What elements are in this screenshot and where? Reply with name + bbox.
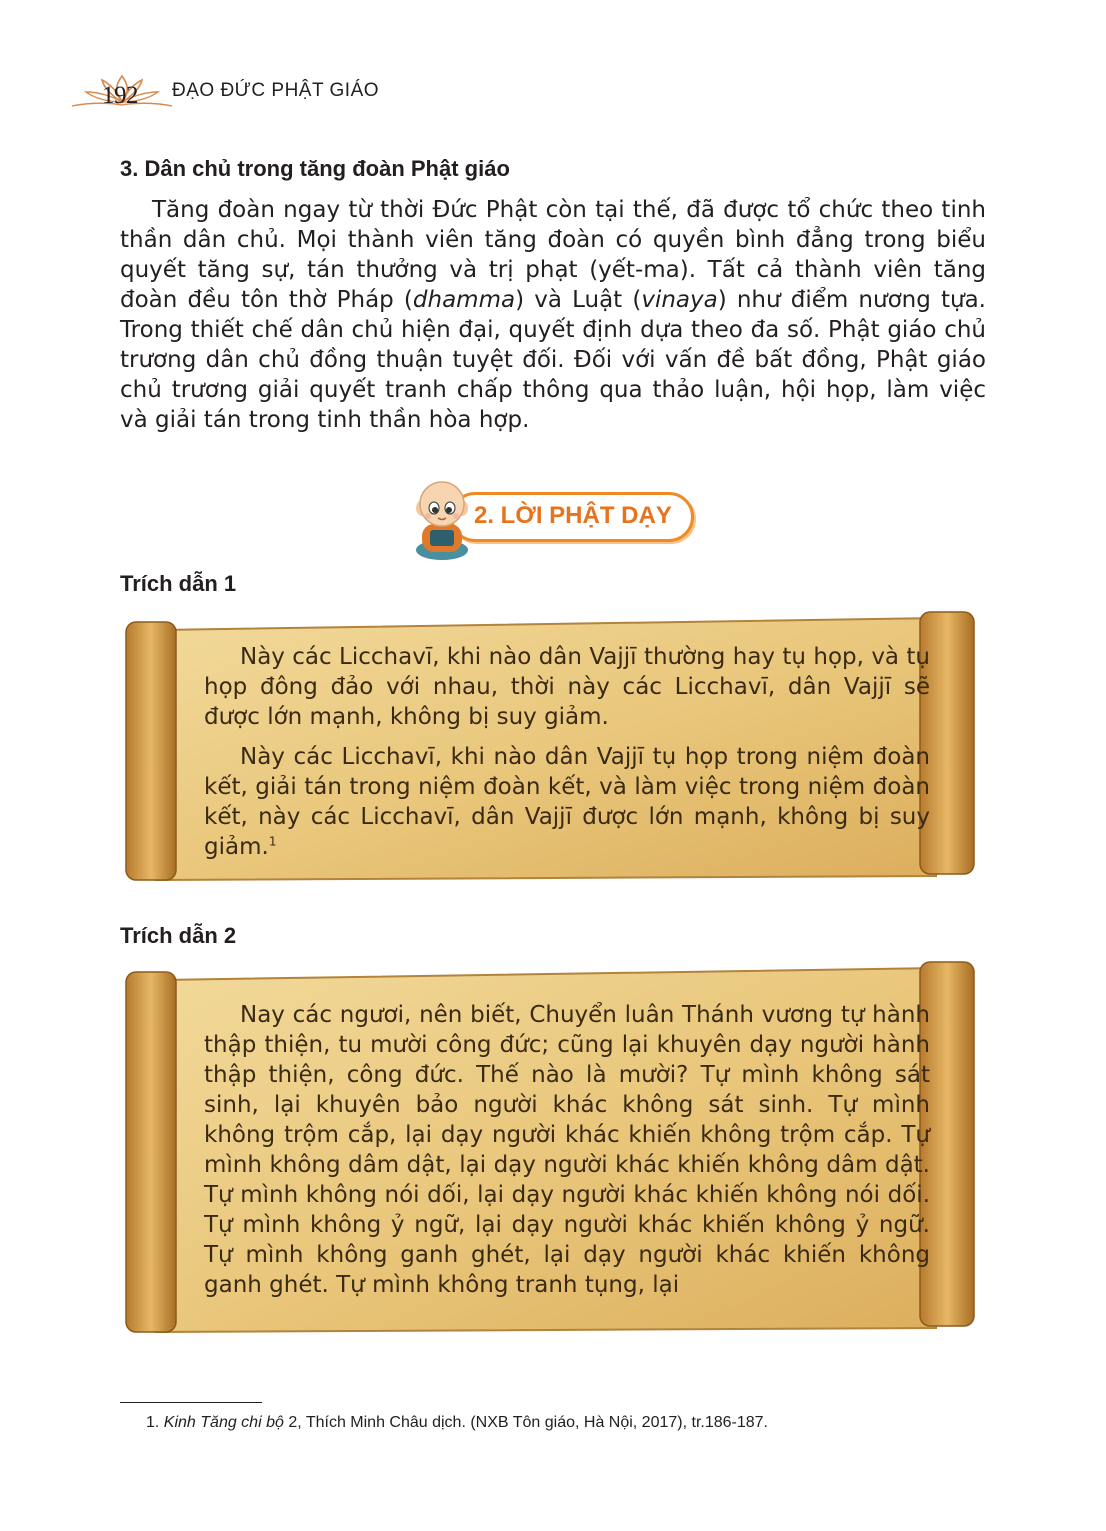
quote-text-2	[204, 1000, 930, 1300]
scroll-panel-2	[120, 958, 980, 1340]
footnote-rule	[120, 1402, 262, 1403]
monk-icon	[408, 476, 478, 562]
badge-label: 2. LỜI PHẬT DẠY	[474, 502, 672, 529]
section-title: 3. Dân chủ trong tăng đoàn Phật giáo	[120, 156, 510, 181]
running-title: ĐẠO ĐỨC PHẬT GIÁO	[172, 80, 380, 101]
term-vinaya: vinaya	[641, 287, 718, 313]
page-number: 192	[102, 82, 138, 109]
footnote: 1. Kinh Tăng chi bộ 2, Thích Minh Châu dịch. (NXB Tôn giáo, Hà Nội, 2017), tr.186-187.	[146, 1414, 768, 1431]
page-header	[72, 72, 392, 112]
quote-paragraph: Này các Licchavī, khi nào dân Vajjī thường hay tụ họp, và tụ họp đông đảo với nhau, thời này các Licchavī, dân Vajjī sẽ được lớn mạnh, không bị suy giảm.	[204, 644, 930, 730]
section-badge	[408, 476, 698, 562]
scroll-panel-1	[120, 608, 980, 888]
quote-text-1	[204, 642, 930, 862]
body-paragraph: Tăng đoàn ngay từ thời Đức Phật còn tại thế, đã được tổ chức theo tinh thần dân chủ. Mọi thành viên tăng đoàn có quyền bình đẳng trong biểu quyết tăng sự, tán thưởng và trị phạt (yết-ma). Tất cả thành viên tăng đoàn đều tôn thờ Pháp (dhamma) và Luật (vinaya) như điểm nương tựa. Trong thiết chế dân chủ hiện đại, quyết định dựa theo đa số. Phật giáo chủ trương dân chủ đồng thuận tuyệt đối. Đối với vấn đề bất đồng, Phật giáo chủ trương giải quyết tranh chấp thông qua thảo luận, hội họp, làm việc và giải tán trong tinh thần hòa hợp.	[120, 197, 986, 433]
footnote-title: Kinh Tăng chi bộ	[163, 1414, 284, 1431]
footnote-marker: 1	[268, 834, 277, 849]
quote-heading-2: Trích dẫn 2	[120, 923, 237, 948]
quote-heading-1: Trích dẫn 1	[120, 571, 237, 596]
quote-paragraph: Này các Licchavī, khi nào dân Vajjī tụ họp trong niệm đoàn kết, giải tán trong niệm đoàn kết, và làm việc trong niệm đoàn kết, này các Licchavī, dân Vajjī được lớn mạnh, không bị suy giảm.$^1$	[204, 744, 930, 860]
quote-paragraph: Nay các ngươi, nên biết, Chuyển luân Thánh vương tự hành thập thiện, tu mười công đức; cũng lại khuyên dạy người hành thập thiện, công đức. Thế nào là mười? Tự mình không sát sinh, lại khuyên bảo người khác không sát sinh. Tự mình không trộm cắp, lại dạy người khác khiến không trộm cắp. Tự mình không dâm dật, lại dạy người khác khiến không dâm dật. Tự mình không nói dối, lại dạy người khác khiến không nói dối. Tự mình không ỷ ngữ, lại dạy người khác khiến không ỷ ngữ. Tự mình không ganh ghét, lại dạy người khác khiến không ganh ghét. Tự mình không tranh tụng, lại	[204, 1002, 930, 1298]
term-dhamma: dhamma	[412, 287, 516, 313]
